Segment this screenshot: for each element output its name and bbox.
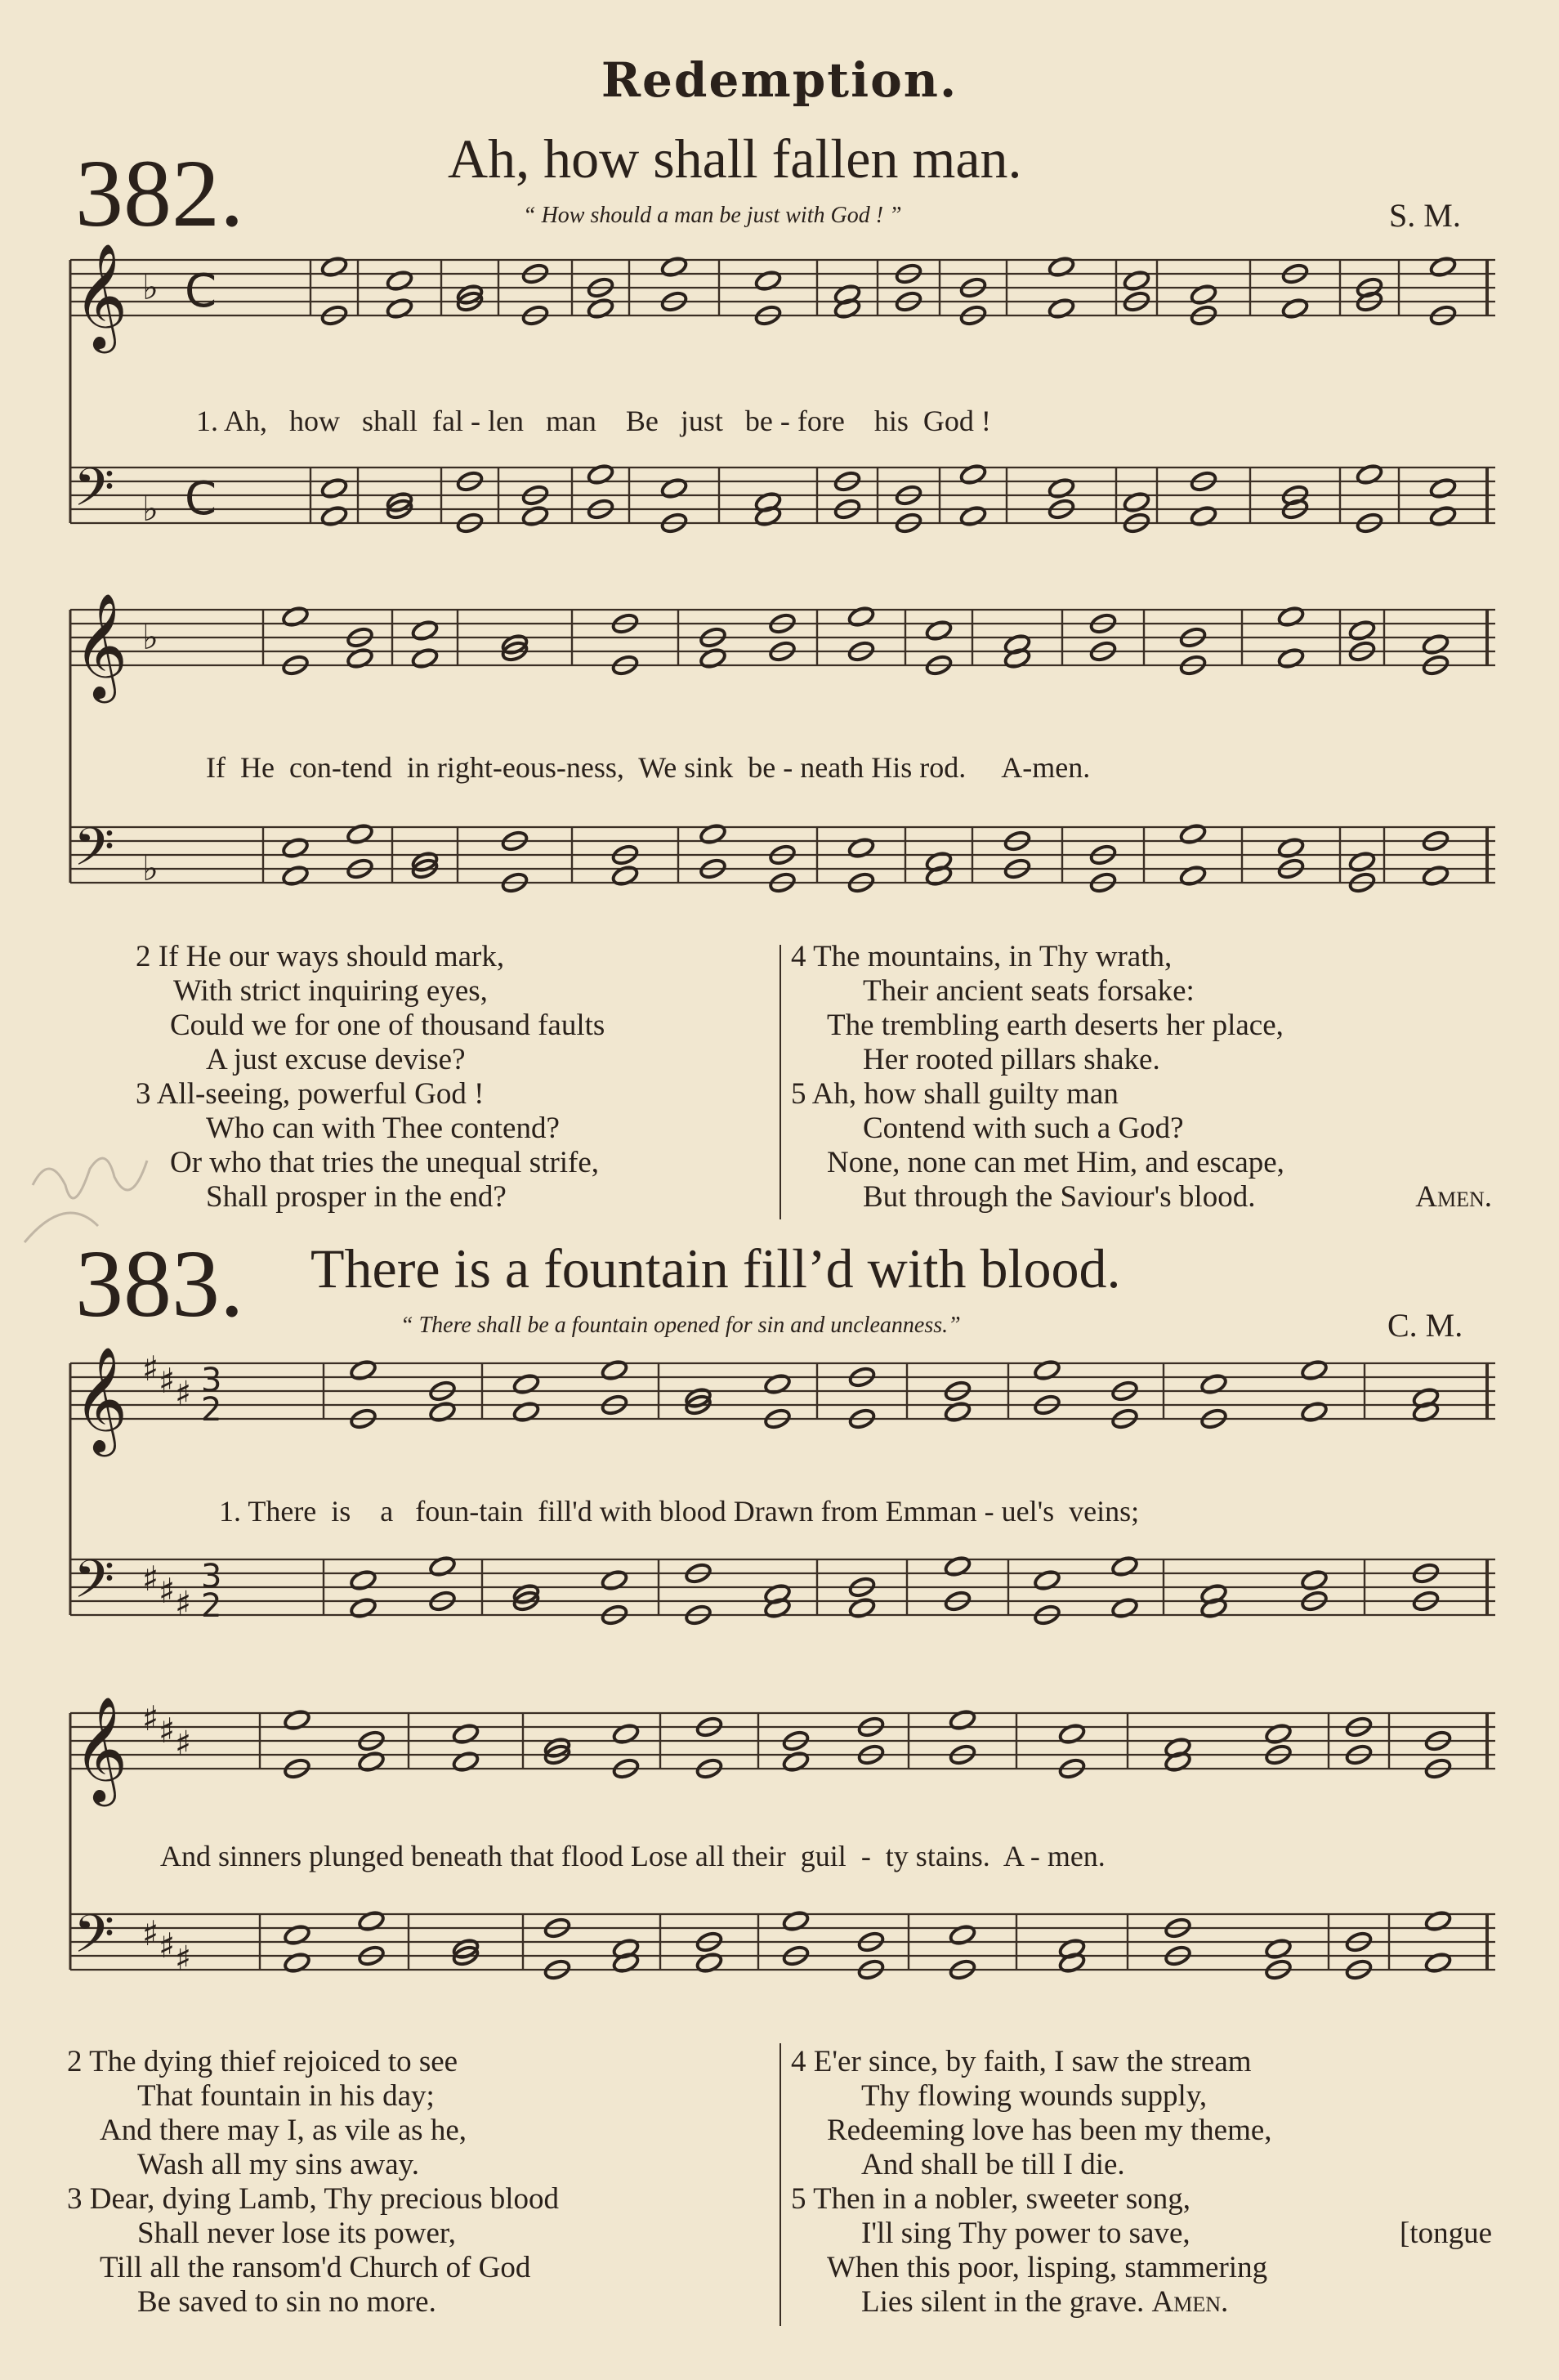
note-head — [1033, 1569, 1061, 1592]
verse-line: Thy flowing wounds supply, — [861, 2079, 1208, 2113]
svg-text:♯: ♯ — [159, 1571, 176, 1612]
note-head — [587, 298, 615, 320]
verse-line: 5 Then in a nobler, sweeter song, — [791, 2182, 1190, 2216]
verse-line: Redeeming love has been my theme, — [827, 2114, 1272, 2147]
note-head — [695, 1952, 724, 1975]
svg-text:♯: ♯ — [175, 1373, 192, 1414]
svg-text:C: C — [185, 265, 217, 318]
svg-text:𝄢: 𝄢 — [74, 458, 115, 531]
note-head — [660, 256, 689, 279]
note-head — [386, 298, 414, 320]
verse-line: None, none can met Him, and escape, — [827, 1146, 1284, 1179]
note-head — [320, 477, 349, 500]
note-head — [1424, 1910, 1453, 1933]
note-head — [349, 1597, 377, 1620]
note-head — [1199, 1373, 1228, 1396]
note-head — [848, 1597, 877, 1620]
note-head — [1048, 256, 1076, 279]
svg-text:2: 2 — [201, 1587, 222, 1625]
note-head — [1300, 1359, 1329, 1382]
verse-line: Shall never lose its power, — [137, 2217, 457, 2250]
note-head — [1179, 823, 1208, 846]
note-head — [847, 606, 876, 629]
pencil-annotation — [25, 1158, 147, 1242]
note-head — [1429, 505, 1458, 528]
lyric-line: And sinners plunged beneath that flood Lose all their guil - ty stains. A - men. — [160, 1840, 1106, 1872]
note-head — [512, 1373, 541, 1396]
note-head — [1429, 256, 1458, 279]
note-head — [587, 463, 615, 486]
verse-line: Shall prosper in the end? — [206, 1180, 507, 1214]
verse-line: 4 The mountains, in Thy wrath, — [791, 940, 1173, 973]
svg-text:𝄢: 𝄢 — [74, 1550, 115, 1623]
verse-line: 3 All-seeing, powerful God ! — [136, 1077, 485, 1111]
svg-text:♯: ♯ — [175, 1938, 192, 1979]
hymn-meter: C. M. — [1387, 1307, 1463, 1344]
hymn-title: There is a fountain fill’d with blood. — [310, 1237, 1121, 1300]
note-head — [660, 477, 689, 500]
note-head — [357, 1751, 386, 1774]
verse-line: Who can with Thee contend? — [206, 1112, 560, 1145]
note-head — [847, 837, 876, 860]
verse-line: Could we for one of thousand faults — [170, 1009, 605, 1042]
note-head — [1123, 491, 1151, 514]
note-head — [357, 1910, 386, 1933]
note-head — [1356, 463, 1384, 486]
note-head — [763, 1373, 792, 1396]
note-head — [452, 1751, 480, 1774]
note-head — [349, 1569, 377, 1592]
svg-text:3: 3 — [201, 1362, 222, 1399]
note-head — [1300, 1569, 1329, 1592]
note-head — [1190, 505, 1218, 528]
note-head — [346, 647, 374, 670]
svg-text:3: 3 — [201, 1558, 222, 1595]
svg-text:𝄢: 𝄢 — [74, 817, 115, 891]
note-head — [349, 1359, 377, 1382]
note-head — [1110, 1597, 1139, 1620]
svg-text:𝄞: 𝄞 — [74, 243, 128, 349]
svg-text:𝄞: 𝄞 — [74, 593, 128, 699]
svg-text:♯: ♯ — [159, 1711, 176, 1751]
verse-text: But through the Saviour's blood. — [863, 1180, 1256, 1214]
note-heads — [281, 256, 1457, 1981]
hymn-meter: S. M. — [1389, 197, 1461, 234]
note-head — [959, 505, 988, 528]
verse-line: 2 The dying thief rejoiced to see — [67, 2045, 458, 2078]
lyric-line: 1. There is a foun-tain fill'd with blood Drawn from Emman - uel's veins; — [219, 1495, 1140, 1528]
verse-line: Her rooted pillars shake. — [863, 1043, 1160, 1076]
note-head — [283, 1709, 311, 1732]
svg-text:𝄢: 𝄢 — [74, 1904, 115, 1978]
note-head — [601, 1569, 629, 1592]
note-head — [386, 270, 414, 293]
note-head — [1264, 1723, 1293, 1746]
note-head — [1048, 298, 1076, 320]
note-head — [452, 1723, 480, 1746]
note-head — [1277, 647, 1306, 670]
note-head — [281, 837, 310, 860]
lyric-line: If He con-tend in right-eous-ness, We sink be - neath His rod. A-men. — [206, 751, 1091, 784]
note-head — [283, 1952, 311, 1975]
note-head — [411, 620, 440, 642]
note-head — [959, 463, 988, 486]
hymn-title: Ah, how shall fallen man. — [448, 128, 1022, 190]
note-head — [1422, 865, 1450, 888]
verse-line: 5 Ah, how shall guilty man — [791, 1077, 1119, 1111]
svg-text:♯: ♯ — [142, 1698, 159, 1738]
note-head — [601, 1359, 629, 1382]
note-head — [925, 620, 954, 642]
svg-text:2: 2 — [201, 1391, 222, 1429]
verse-line: 4 E'er since, by faith, I saw the stream — [791, 2045, 1252, 2078]
note-head — [1281, 298, 1310, 320]
note-head — [699, 823, 727, 846]
hymn-number: 382. — [75, 140, 244, 247]
note-head — [281, 606, 310, 629]
svg-text:♯: ♯ — [142, 1912, 159, 1953]
note-head — [1110, 1555, 1139, 1578]
note-head — [754, 270, 783, 293]
hymn-epigraph: “ There shall be a fountain opened for sin and uncleanness.” — [400, 1313, 961, 1338]
verse-line: 3 Dear, dying Lamb, Thy precious blood — [67, 2182, 560, 2216]
note-head — [346, 823, 374, 846]
note-head — [1348, 851, 1377, 874]
verse-line: Contend with such a God? — [863, 1112, 1184, 1145]
svg-text:♯: ♯ — [159, 1361, 176, 1402]
svg-text:♯: ♯ — [175, 1583, 192, 1624]
note-head — [512, 1401, 541, 1424]
note-head — [1264, 1938, 1293, 1961]
note-head — [1348, 620, 1377, 642]
svg-text:♭: ♭ — [142, 617, 159, 657]
verse-text: Lies silent in the grave. — [861, 2285, 1145, 2319]
verse-continuation: [tongue — [1399, 2217, 1492, 2250]
note-head — [428, 1555, 457, 1578]
note-head — [1424, 1952, 1453, 1975]
note-head — [944, 1401, 972, 1424]
svg-text:♯: ♯ — [142, 1558, 159, 1599]
verse-line: With strict inquiring eyes, — [173, 974, 488, 1008]
note-head — [949, 1709, 977, 1732]
staff-lines — [70, 260, 1495, 1970]
note-head — [281, 865, 310, 888]
note-head — [612, 1723, 641, 1746]
verse-line: Or who that tries the unequal strife, — [170, 1146, 600, 1179]
note-head — [1422, 633, 1450, 656]
svg-text:♯: ♯ — [159, 1926, 176, 1966]
note-head — [1277, 606, 1306, 629]
note-head — [1300, 1401, 1329, 1424]
verse-line: The trembling earth deserts her place, — [827, 1009, 1284, 1042]
note-head — [1123, 270, 1151, 293]
hymn-epigraph: “ How should a man be just with God ! ” — [523, 203, 902, 228]
note-head — [1190, 284, 1218, 306]
verse-line: Be saved to sin no more. — [137, 2285, 436, 2319]
note-head — [320, 256, 349, 279]
svg-text:♭: ♭ — [142, 267, 159, 307]
verse-line: 2 If He our ways should mark, — [136, 940, 505, 973]
note-head — [699, 647, 727, 670]
note-head — [949, 1924, 977, 1947]
note-head — [944, 1555, 972, 1578]
svg-text:𝄞: 𝄞 — [74, 1346, 128, 1452]
svg-text:C: C — [185, 472, 217, 526]
svg-text:♭: ♭ — [142, 489, 159, 529]
note-head — [411, 647, 440, 670]
verse-line: And shall be till I die. — [861, 2148, 1125, 2181]
note-head — [611, 865, 640, 888]
verse-line: And there may I, as vile as he, — [100, 2114, 467, 2147]
amen-mark: Amen. — [1151, 2285, 1229, 2319]
note-head — [1033, 1359, 1061, 1382]
clefs — [74, 243, 221, 1978]
hymn-number: 383. — [75, 1230, 244, 1337]
note-head — [428, 1401, 457, 1424]
verse-line: Till all the ransom'd Church of God — [100, 2251, 531, 2284]
svg-text:♯: ♯ — [142, 1348, 159, 1389]
note-head — [782, 1910, 811, 1933]
note-head — [320, 505, 349, 528]
note-head — [1277, 837, 1306, 860]
note-head — [1058, 1723, 1087, 1746]
amen-mark: Amen. — [1415, 1180, 1492, 1214]
note-head — [1048, 477, 1076, 500]
note-head — [1179, 865, 1208, 888]
note-head — [782, 1751, 811, 1774]
verse-line: When this poor, lisping, stammering — [827, 2251, 1268, 2284]
verse-line: A just excuse devise? — [206, 1043, 466, 1076]
svg-text:♯: ♯ — [175, 1723, 192, 1764]
note-head — [521, 505, 550, 528]
verse-line: Wash all my sins away. — [137, 2148, 420, 2181]
svg-text:♭: ♭ — [142, 848, 159, 888]
verse-line: That fountain in his day; — [137, 2079, 435, 2113]
note-head — [1429, 477, 1458, 500]
verse-line: Their ancient seats forsake: — [863, 974, 1195, 1008]
verse-text: I'll sing Thy power to save, — [861, 2217, 1190, 2250]
svg-text:𝄞: 𝄞 — [74, 1696, 128, 1802]
lyric-line: 1. Ah, how shall fal - len man Be just be - fore his God ! — [196, 405, 991, 437]
note-head — [283, 1924, 311, 1947]
section-title: Redemption. — [601, 52, 958, 108]
